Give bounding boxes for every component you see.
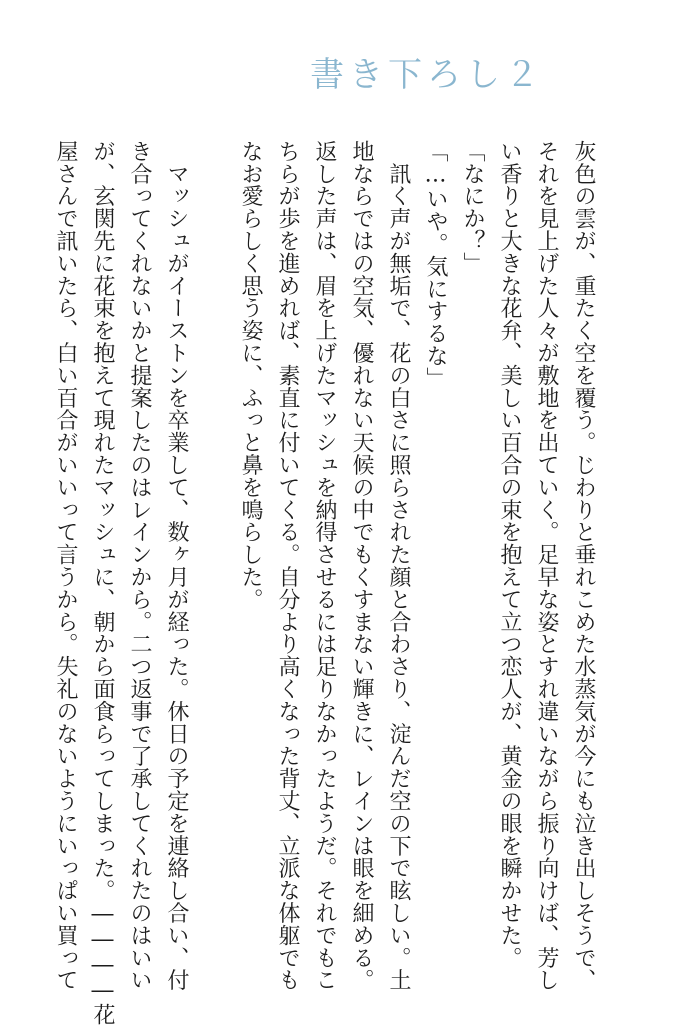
text-line: き合ってくれないかと提案したのはレインから。二つ返事で了承してくれたのはいい bbox=[127, 140, 152, 992]
text-line: 訊く声が無垢で、花の白さに照らされた顔と合わさり、淀んだ空の下で眩しい。土 bbox=[386, 140, 411, 992]
text-line: 「…いや。気にするな」 bbox=[423, 140, 448, 390]
text-line: 屋さんで訊いたら、白い百合がいいって言うから。失礼のないようにいっぱい買って bbox=[53, 140, 78, 992]
paragraph-gap bbox=[195, 140, 232, 930]
text-line: い香りと大きな花弁、美しい百合の束を抱えて立つ恋人が、黄金の眼を瞬かせた。 bbox=[497, 140, 522, 969]
text-line: 「なにか？」 bbox=[460, 140, 485, 275]
text-line: 灰色の雲が、重たく空を覆う。じわりと垂れこめた水蒸気が今にも泣き出しそうで、 bbox=[571, 140, 596, 992]
text-line: マッシュがイーストンを卒業して、数ヶ月が経った。休日の予定を連絡し合い、付 bbox=[164, 140, 189, 992]
text-line: 返した声は、眉を上げたマッシュを納得させるには足りなかったようだ。それでもこ bbox=[312, 140, 337, 992]
text-line: が、玄関先に花束を抱えて現れたマッシュに、朝から面食らってしまった。――――花 bbox=[90, 140, 115, 1026]
body-text bbox=[53, 140, 602, 1026]
text-line: ちらが歩を進めれば、素直に付いてくる。自分より高くなった背丈、立派な体躯でも bbox=[275, 140, 300, 992]
chapter-title: 書き下ろし２ bbox=[310, 55, 544, 95]
text-line: 地ならではの空気、優れない天候の中でもくすまない輝きに、レインは眼を細める。 bbox=[349, 140, 374, 992]
text-line: なお愛らしく思う姿に、ふっと鼻を鳴らした。 bbox=[238, 140, 263, 611]
text-line: それを見上げた人々が敷地を出ていく。足早な姿とすれ違いながら振り向けば、芳し bbox=[534, 140, 559, 992]
